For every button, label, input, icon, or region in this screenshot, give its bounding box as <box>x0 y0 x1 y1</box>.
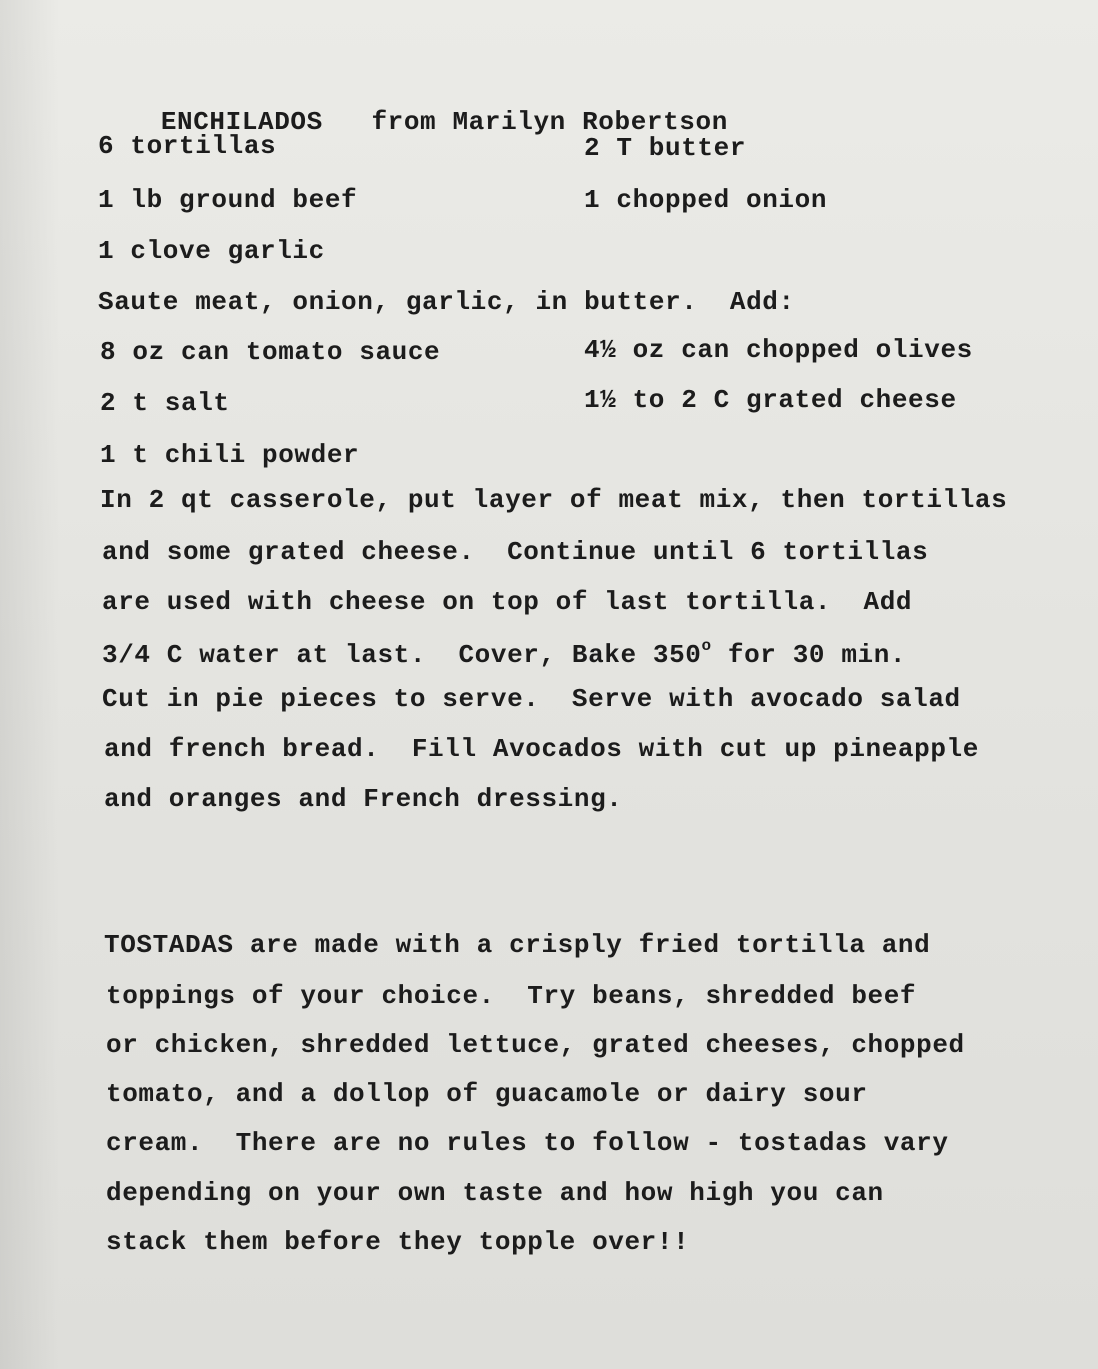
add-ingredient-left-2: 2 t salt <box>100 388 230 418</box>
add-ingredient-right-2: 1½ to 2 C grated cheese <box>584 385 957 415</box>
ingredient-right-2: 1 chopped onion <box>584 185 828 215</box>
saute-instruction: Saute meat, onion, garlic, in butter. Add: <box>98 287 795 317</box>
add-ingredient-left-3: 1 t chili powder <box>100 440 360 470</box>
recipe-attribution: from Marilyn Robertson <box>371 107 728 137</box>
directions-line-4-text: 3/4 C water at last. Cover, Bake 350 <box>102 640 702 670</box>
tostadas-line-1: TOSTADAS are made with a crisply fried tortilla and <box>104 930 931 960</box>
tostadas-line-2: toppings of your choice. Try beans, shredded beef <box>106 981 917 1011</box>
add-ingredient-left-1: 8 oz can tomato sauce <box>100 337 441 367</box>
ingredient-left-1: 6 tortillas <box>98 131 277 161</box>
directions-line-1: In 2 qt casserole, put layer of meat mix, then tortillas <box>100 485 1008 515</box>
directions-line-5: Cut in pie pieces to serve. Serve with avocado salad <box>102 684 961 714</box>
recipe-title: ENCHILADOS <box>160 107 323 137</box>
tostadas-line-3: or chicken, shredded lettuce, grated cheeses, chopped <box>106 1030 965 1060</box>
tostadas-line-6: depending on your own taste and how high you can <box>106 1178 884 1208</box>
page-edge-shadow <box>0 0 60 1369</box>
tostadas-line-7: stack them before they topple over!! <box>106 1227 690 1257</box>
directions-line-2: and some grated cheese. Continue until 6 tortillas <box>102 537 929 567</box>
directions-line-3: are used with cheese on top of last tortilla. Add <box>102 587 913 617</box>
directions-line-6: and french bread. Fill Avocados with cut up pineapple <box>104 734 979 764</box>
directions-line-4-tail: for 30 min. <box>711 640 907 670</box>
directions-line-4 <box>102 638 906 668</box>
add-ingredient-right-1: 4½ oz can chopped olives <box>584 335 973 365</box>
directions-line-7: and oranges and French dressing. <box>104 784 623 814</box>
tostadas-line-4: tomato, and a dollop of guacamole or dairy sour <box>106 1079 868 1109</box>
tostadas-line-5: cream. There are no rules to follow - tostadas vary <box>106 1128 949 1158</box>
ingredient-right-1: 2 T butter <box>584 133 747 163</box>
ingredient-left-3: 1 clove garlic <box>98 236 325 266</box>
ingredient-left-2: 1 lb ground beef <box>98 185 358 215</box>
degree-mark: o <box>701 637 712 655</box>
